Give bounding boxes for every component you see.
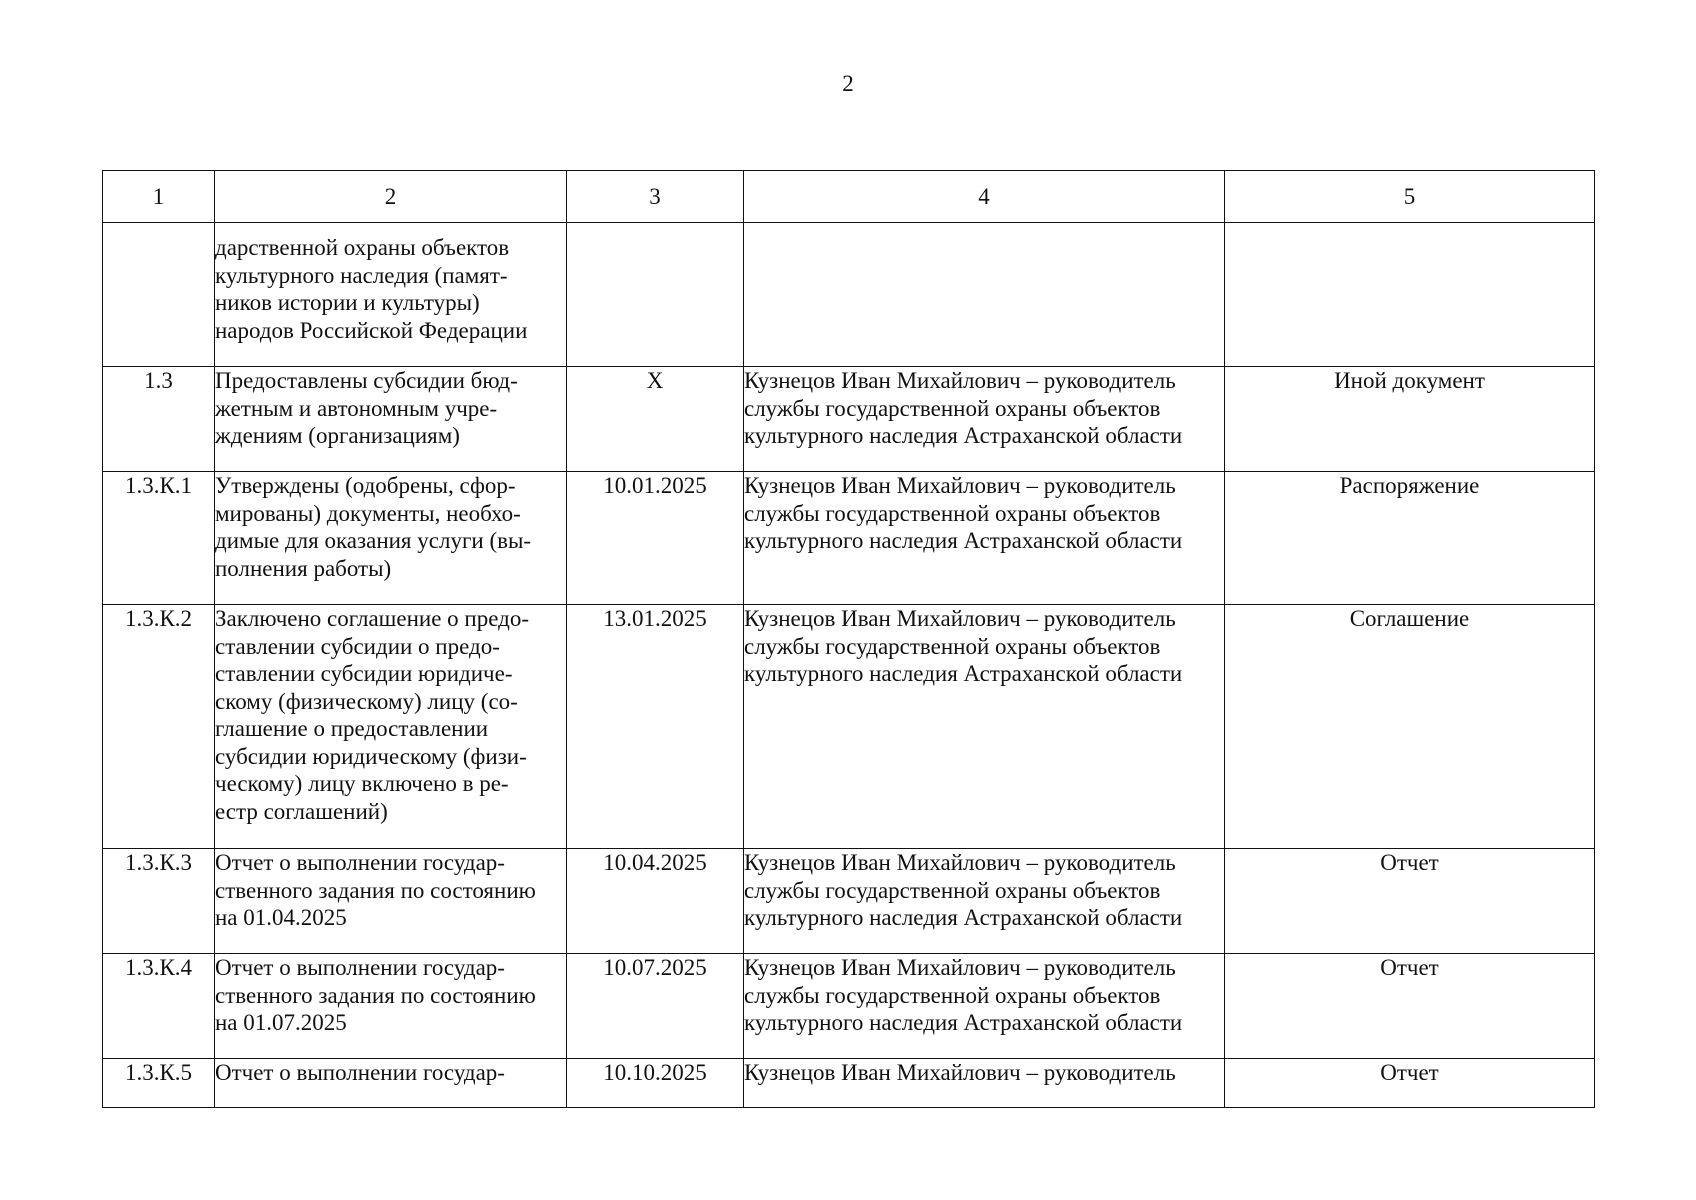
row-date: 10.01.2025 <box>567 472 744 605</box>
row-document: Распоряжение <box>1225 472 1595 605</box>
row-number: 1.3.К.4 <box>103 954 215 1059</box>
row-document: Отчет <box>1225 849 1595 954</box>
description-line: субсидии юридическому (физи- <box>215 743 527 769</box>
row-date: 10.10.2025 <box>567 1059 744 1108</box>
description-line: Заключено соглашение о предо- <box>215 606 530 631</box>
row-description <box>215 849 567 954</box>
header-cell: 1 <box>103 171 215 223</box>
row-responsible <box>744 367 1225 472</box>
responsible-line: культурного наследия Астраханской области <box>744 661 1183 686</box>
row-number: 1.3.К.1 <box>103 472 215 605</box>
row-description <box>215 472 567 605</box>
responsible-line: культурного наследия Астраханской области <box>744 528 1183 553</box>
responsible-line: службы государственной охраны объектов <box>744 877 1161 903</box>
responsible-line: службы государственной охраны объектов <box>744 500 1161 526</box>
row-date: X <box>567 367 744 472</box>
responsible-line: Кузнецов Иван Михайлович – руководитель <box>744 473 1176 498</box>
description-line: скому (физическому) лицу (со- <box>215 688 518 714</box>
description-line: жетным и автономным учре- <box>215 395 498 421</box>
row-description <box>215 954 567 1059</box>
responsible-line: культурного наследия Астраханской области <box>744 1010 1183 1035</box>
row-responsible <box>744 954 1225 1059</box>
row-date: 10.07.2025 <box>567 954 744 1059</box>
row-description <box>215 367 567 472</box>
row-number <box>103 223 215 367</box>
description-line: на 01.07.2025 <box>215 1010 347 1035</box>
table-row <box>103 849 1595 954</box>
description-line: ческому) лицу включено в ре- <box>215 771 509 796</box>
description-line: Утверждены (одобрены, сфор- <box>215 473 516 498</box>
responsible-line: Кузнецов Иван Михайлович – руководитель <box>744 955 1176 980</box>
row-responsible <box>744 849 1225 954</box>
description-line: ственного задания по состоянию <box>215 982 536 1008</box>
table-header-row <box>103 171 1595 223</box>
description-line: ственного задания по состоянию <box>215 877 536 903</box>
row-document: Соглашение <box>1225 605 1595 849</box>
table-row <box>103 954 1595 1059</box>
table-row <box>103 605 1595 849</box>
header-cell: 5 <box>1225 171 1595 223</box>
row-description <box>215 605 567 849</box>
description-line: глашение о предоставлении <box>215 716 489 741</box>
description-line: полнения работы) <box>215 555 392 581</box>
description-line: ставлении субсидии о предо- <box>215 633 500 659</box>
description-line: Отчет о выполнении государ- <box>215 850 505 875</box>
description-line: дарственной охраны объектов <box>215 235 510 260</box>
responsible-line: культурного наследия Астраханской области <box>744 905 1183 930</box>
table-row <box>103 367 1595 472</box>
responsible-line: Кузнецов Иван Михайлович – руководитель <box>744 368 1176 393</box>
plan-table <box>102 170 1595 1108</box>
description-line: Отчет о выполнении государ- <box>215 955 505 980</box>
description-line: димые для оказания услуги (вы- <box>215 528 532 553</box>
row-responsible <box>744 223 1225 367</box>
description-line: ждениям (организациям) <box>215 423 460 448</box>
row-document <box>1225 223 1595 367</box>
row-number: 1.3 <box>103 367 215 472</box>
description-line: ников истории и культуры) <box>215 290 480 315</box>
row-date: 10.04.2025 <box>567 849 744 954</box>
header-cell: 3 <box>567 171 744 223</box>
description-line: народов Российской Федерации <box>215 317 528 343</box>
responsible-line: службы государственной охраны объектов <box>744 982 1161 1008</box>
row-document: Иной документ <box>1225 367 1595 472</box>
description-line: на 01.04.2025 <box>215 905 347 930</box>
responsible-line: Кузнецов Иван Михайлович – руководитель <box>744 606 1176 631</box>
description-line: естр соглашений) <box>215 798 388 824</box>
responsible-line: службы государственной охраны объектов <box>744 633 1161 659</box>
page-number: 2 <box>842 71 854 96</box>
row-description <box>215 1059 567 1108</box>
table-row <box>103 1059 1595 1108</box>
row-number: 1.3.К.3 <box>103 849 215 954</box>
row-responsible <box>744 605 1225 849</box>
row-description <box>215 223 567 367</box>
table-row <box>103 223 1595 367</box>
header-cell: 2 <box>215 171 567 223</box>
responsible-line: культурного наследия Астраханской области <box>744 423 1183 448</box>
row-number: 1.3.К.5 <box>103 1059 215 1108</box>
row-document: Отчет <box>1225 1059 1595 1108</box>
responsible-line: службы государственной охраны объектов <box>744 395 1161 421</box>
row-number: 1.3.К.2 <box>103 605 215 849</box>
row-date <box>567 223 744 367</box>
description-line: культурного наследия (памят- <box>215 262 508 288</box>
responsible-line: Кузнецов Иван Михайлович – руководитель <box>744 850 1176 875</box>
table-row <box>103 472 1595 605</box>
description-line: Отчет о выполнении государ- <box>215 1060 505 1085</box>
row-document: Отчет <box>1225 954 1595 1059</box>
description-line: Предоставлены субсидии бюд- <box>215 368 518 393</box>
description-line: ставлении субсидии юридиче- <box>215 661 513 686</box>
row-date: 13.01.2025 <box>567 605 744 849</box>
responsible-line: Кузнецов Иван Михайлович – руководитель <box>744 1060 1176 1085</box>
description-line: мированы) документы, необхо- <box>215 500 521 526</box>
header-cell: 4 <box>744 171 1225 223</box>
row-responsible <box>744 472 1225 605</box>
row-responsible <box>744 1059 1225 1108</box>
